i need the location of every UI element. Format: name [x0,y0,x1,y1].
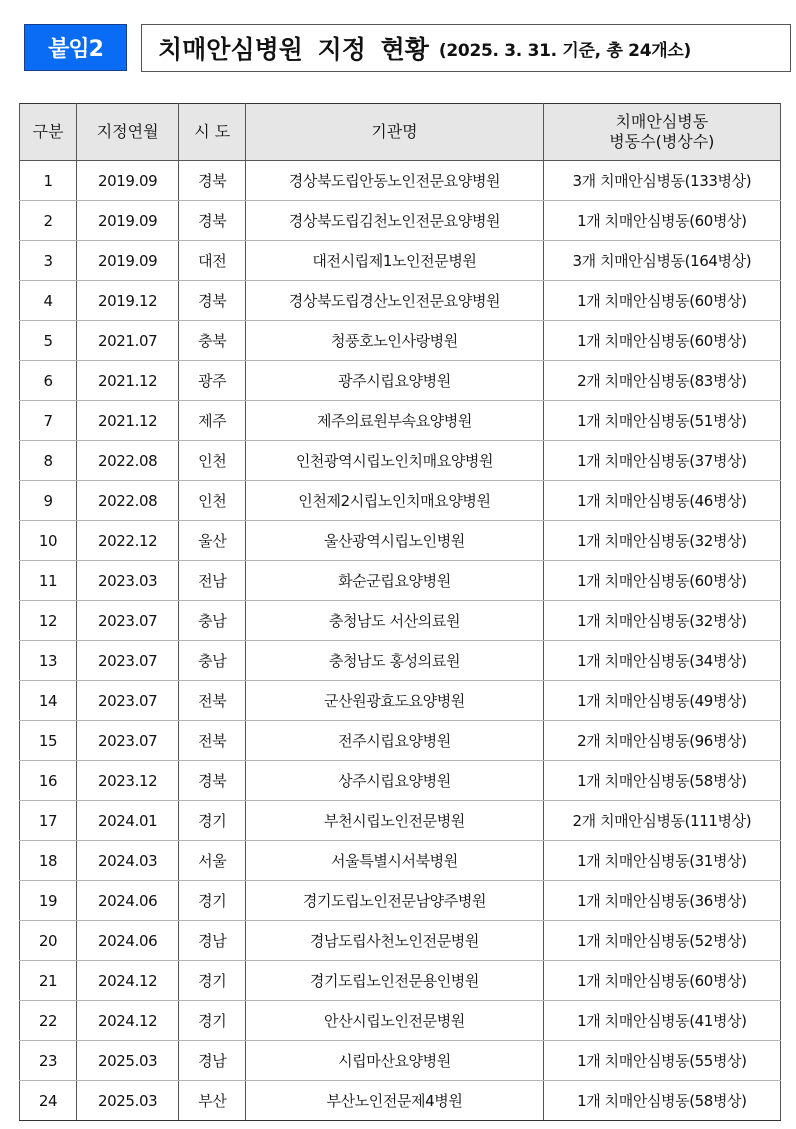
cell-beds: 2개 치매안심병동(83병상) [543,361,780,401]
cell-date: 2024.03 [77,841,179,881]
cell-no: 6 [20,361,77,401]
cell-no: 8 [20,441,77,481]
cell-region: 전남 [179,561,246,601]
cell-region: 경기 [179,961,246,1001]
table-row [20,361,781,401]
cell-beds: 3개 치매안심병동(164병상) [543,241,780,281]
table-row [20,601,781,641]
table-row [20,281,781,321]
cell-no: 20 [20,921,77,961]
table-row [20,841,781,881]
cell-hospital-name: 청풍호노인사랑병원 [246,321,543,361]
cell-region: 경북 [179,281,246,321]
cell-no: 5 [20,321,77,361]
cell-no: 11 [20,561,77,601]
cell-beds: 2개 치매안심병동(96병상) [543,721,780,761]
cell-region: 경기 [179,881,246,921]
cell-hospital-name: 서울특별시서북병원 [246,841,543,881]
cell-date: 2025.03 [77,1081,179,1121]
page-subtitle: (2025. 3. 31. 기준, 총 24개소) [438,40,691,61]
cell-date: 2023.07 [77,721,179,761]
cell-no: 24 [20,1081,77,1121]
cell-no: 9 [20,481,77,521]
cell-region: 경남 [179,921,246,961]
cell-date: 2024.12 [77,961,179,1001]
cell-no: 13 [20,641,77,681]
cell-hospital-name: 충청남도 서산의료원 [246,601,543,641]
column-header-no: 구분 [20,104,77,161]
cell-region: 충남 [179,601,246,641]
cell-no: 1 [20,161,77,201]
cell-beds: 1개 치매안심병동(55병상) [543,1041,780,1081]
cell-beds: 1개 치매안심병동(60병상) [543,321,780,361]
cell-region: 경북 [179,161,246,201]
cell-hospital-name: 광주시립요양병원 [246,361,543,401]
cell-no: 12 [20,601,77,641]
table-body [20,161,781,1121]
column-header-region: 시 도 [179,104,246,161]
cell-beds: 1개 치매안심병동(32병상) [543,601,780,641]
cell-beds: 2개 치매안심병동(111병상) [543,801,780,841]
cell-date: 2023.12 [77,761,179,801]
cell-date: 2019.09 [77,201,179,241]
cell-date: 2023.03 [77,561,179,601]
cell-hospital-name: 경상북도립김천노인전문요양병원 [246,201,543,241]
cell-hospital-name: 화순군립요양병원 [246,561,543,601]
column-header-beds-line1: 치매안심병동 [615,112,709,131]
cell-beds: 1개 치매안심병동(36병상) [543,881,780,921]
cell-region: 경북 [179,201,246,241]
cell-hospital-name: 충청남도 홍성의료원 [246,641,543,681]
cell-no: 19 [20,881,77,921]
cell-hospital-name: 시립마산요양병원 [246,1041,543,1081]
cell-beds: 1개 치매안심병동(46병상) [543,481,780,521]
cell-beds: 1개 치매안심병동(34병상) [543,641,780,681]
cell-no: 22 [20,1001,77,1041]
hospital-table [19,103,781,1121]
cell-beds: 1개 치매안심병동(60병상) [543,281,780,321]
cell-no: 17 [20,801,77,841]
table-row [20,321,781,361]
cell-region: 제주 [179,401,246,441]
cell-hospital-name: 군산원광효도요양병원 [246,681,543,721]
cell-beds: 1개 치매안심병동(41병상) [543,1001,780,1041]
table-row [20,761,781,801]
column-header-name: 기관명 [246,104,543,161]
cell-hospital-name: 안산시립노인전문병원 [246,1001,543,1041]
cell-date: 2024.06 [77,921,179,961]
cell-beds: 1개 치매안심병동(58병상) [543,1081,780,1121]
cell-date: 2025.03 [77,1041,179,1081]
cell-region: 충남 [179,641,246,681]
cell-region: 광주 [179,361,246,401]
cell-region: 서울 [179,841,246,881]
cell-beds: 1개 치매안심병동(51병상) [543,401,780,441]
cell-hospital-name: 경기도립노인전문남양주병원 [246,881,543,921]
cell-hospital-name: 경남도립사천노인전문병원 [246,921,543,961]
cell-hospital-name: 부산노인전문제4병원 [246,1081,543,1121]
cell-no: 3 [20,241,77,281]
cell-beds: 1개 치매안심병동(32병상) [543,521,780,561]
cell-no: 2 [20,201,77,241]
cell-date: 2019.12 [77,281,179,321]
cell-no: 21 [20,961,77,1001]
table-row [20,481,781,521]
table-row [20,161,781,201]
cell-no: 10 [20,521,77,561]
cell-beds: 1개 치매안심병동(37병상) [543,441,780,481]
table-row [20,1081,781,1121]
table-header-row [20,104,781,161]
table-row [20,561,781,601]
cell-region: 인천 [179,481,246,521]
cell-date: 2024.12 [77,1001,179,1041]
cell-date: 2023.07 [77,681,179,721]
cell-hospital-name: 경상북도립안동노인전문요양병원 [246,161,543,201]
cell-date: 2022.08 [77,441,179,481]
cell-date: 2021.07 [77,321,179,361]
cell-beds: 1개 치매안심병동(60병상) [543,561,780,601]
cell-date: 2024.01 [77,801,179,841]
cell-region: 전북 [179,721,246,761]
table-row [20,801,781,841]
cell-date: 2019.09 [77,161,179,201]
column-header-beds-line2: 병동수(병상수) [609,132,715,151]
cell-hospital-name: 전주시립요양병원 [246,721,543,761]
attachment-badge: 붙임2 [24,24,127,71]
table-row [20,241,781,281]
cell-region: 대전 [179,241,246,281]
table-row [20,521,781,561]
title-box [141,24,791,72]
table-row [20,961,781,1001]
cell-beds: 1개 치매안심병동(52병상) [543,921,780,961]
cell-no: 7 [20,401,77,441]
cell-date: 2023.07 [77,641,179,681]
table-row [20,681,781,721]
cell-date: 2024.06 [77,881,179,921]
table-row [20,721,781,761]
table-row [20,881,781,921]
cell-region: 경북 [179,761,246,801]
cell-beds: 1개 치매안심병동(58병상) [543,761,780,801]
cell-region: 경기 [179,801,246,841]
table-row [20,641,781,681]
cell-region: 경남 [179,1041,246,1081]
cell-hospital-name: 인천제2시립노인치매요양병원 [246,481,543,521]
cell-date: 2022.12 [77,521,179,561]
cell-beds: 1개 치매안심병동(60병상) [543,201,780,241]
cell-date: 2021.12 [77,361,179,401]
table-row [20,441,781,481]
column-header-date: 지정연월 [77,104,179,161]
table-row [20,1001,781,1041]
cell-hospital-name: 경상북도립경산노인전문요양병원 [246,281,543,321]
cell-beds: 1개 치매안심병동(49병상) [543,681,780,721]
cell-region: 경기 [179,1001,246,1041]
cell-region: 전북 [179,681,246,721]
cell-hospital-name: 인천광역시립노인치매요양병원 [246,441,543,481]
cell-region: 부산 [179,1081,246,1121]
cell-hospital-name: 경기도립노인전문용인병원 [246,961,543,1001]
table-row [20,1041,781,1081]
cell-region: 충북 [179,321,246,361]
cell-hospital-name: 울산광역시립노인병원 [246,521,543,561]
cell-hospital-name: 제주의료원부속요양병원 [246,401,543,441]
cell-date: 2022.08 [77,481,179,521]
column-header-beds [543,104,780,161]
cell-hospital-name: 부천시립노인전문병원 [246,801,543,841]
cell-no: 18 [20,841,77,881]
cell-date: 2023.07 [77,601,179,641]
cell-date: 2021.12 [77,401,179,441]
cell-no: 23 [20,1041,77,1081]
table-row [20,921,781,961]
cell-no: 4 [20,281,77,321]
cell-beds: 1개 치매안심병동(31병상) [543,841,780,881]
cell-region: 울산 [179,521,246,561]
cell-beds: 1개 치매안심병동(60병상) [543,961,780,1001]
page-title: 치매안심병원 지정 현황 [158,35,429,64]
cell-hospital-name: 대전시립제1노인전문병원 [246,241,543,281]
cell-no: 15 [20,721,77,761]
table-row [20,201,781,241]
cell-beds: 3개 치매안심병동(133병상) [543,161,780,201]
cell-no: 14 [20,681,77,721]
cell-region: 인천 [179,441,246,481]
cell-hospital-name: 상주시립요양병원 [246,761,543,801]
cell-date: 2019.09 [77,241,179,281]
cell-no: 16 [20,761,77,801]
table-row [20,401,781,441]
